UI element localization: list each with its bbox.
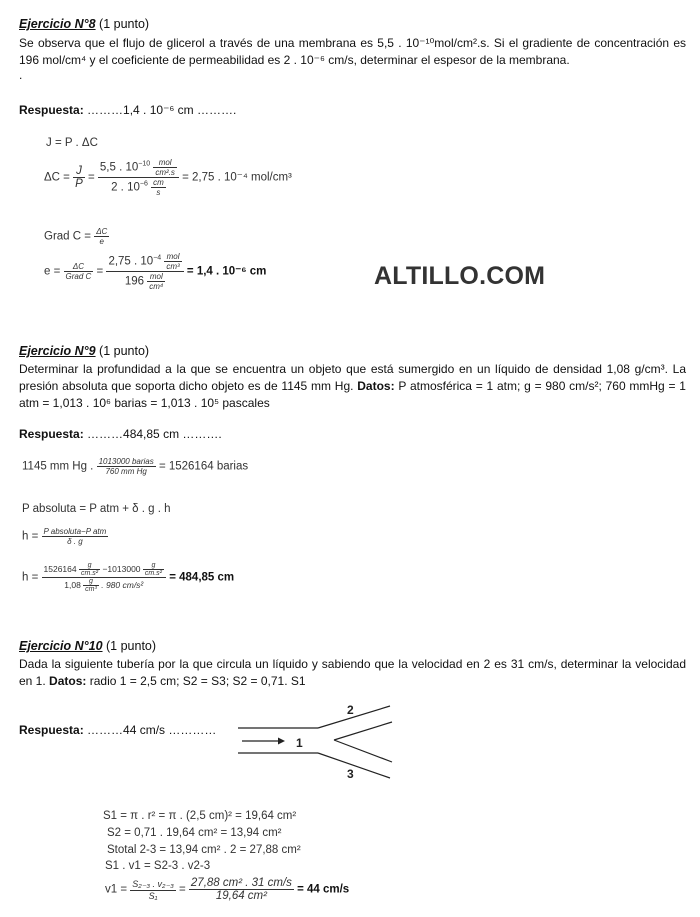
num-unit xyxy=(164,252,181,271)
formula-flux: J = P . ΔC xyxy=(46,137,98,149)
exercise-8-statement: Se observa que el flujo de glicerol a través de una membrana es 5,5 . 10⁻¹⁰mol/cm².s. Si el gradiente de concentración es 196 mol/cm⁴ y el coeficiente de permeabilidad es 2 . 10⁻⁶ cm/s, determinar el espesor de la membrana. xyxy=(19,36,686,67)
pipe-label-2: 2 xyxy=(347,703,354,717)
frac-den: Grad C xyxy=(65,272,92,281)
unit-bot: cm³ xyxy=(85,586,97,593)
num-b: −1013000 xyxy=(102,563,141,574)
e-numerator xyxy=(106,252,183,271)
num-coef: 5,5 . 10 xyxy=(99,161,139,174)
grad-lhs: Grad C = xyxy=(44,230,91,243)
unit-bot: cm⁴ xyxy=(149,282,164,291)
statement-a: Dada la siguiente tubería por la que circula un líquido y sabiendo que la velocidad en 2 es 31 cm/s, determinar la velocidad en 1. xyxy=(19,657,686,688)
answer-value: ………1,4 . 10⁻⁶ cm ………. xyxy=(87,103,237,117)
num-coef: 2,75 . 10 xyxy=(108,255,154,268)
branch-2-outer xyxy=(318,706,390,728)
statement-b: radio 1 = 2,5 cm; S2 = S3; S2 = 0,71. S1 xyxy=(89,673,306,688)
unit-bot: cm³ xyxy=(166,262,180,271)
frac-num: 1013000 barias xyxy=(98,457,154,466)
frac-num: P absoluta−P atm xyxy=(43,527,107,536)
frac-den: e xyxy=(94,236,109,246)
conv-lhs: 1145 mm Hg . xyxy=(22,460,94,473)
den-exp: −6 xyxy=(139,180,148,188)
v1-result: = 44 cm/s xyxy=(297,883,350,896)
e-lhs: e = xyxy=(44,265,61,278)
unit-a xyxy=(79,562,100,577)
pipe-diagram xyxy=(230,700,400,785)
exercise-8-heading: Ejercicio N°8 xyxy=(19,17,96,31)
num-exp: −4 xyxy=(153,254,162,262)
e-numeric-fraction xyxy=(106,252,183,291)
h2-fraction xyxy=(42,562,167,593)
frac-den: S₁ xyxy=(130,890,176,901)
delta-c-fraction xyxy=(98,158,179,197)
answer-label: Respuesta: xyxy=(19,427,84,441)
delta-c-result: = 2,75 . 10⁻⁴ mol/cm³ xyxy=(182,171,292,184)
e-result: = 1,4 . 10⁻⁶ cm xyxy=(186,265,267,278)
frac-den: P xyxy=(75,178,83,190)
formula-grad-c xyxy=(44,227,109,246)
unit-top: mol xyxy=(158,158,172,167)
branch-2-inner xyxy=(334,722,392,740)
frac-den: δ . g xyxy=(42,536,109,546)
unit-bot: cm.s² xyxy=(80,570,99,577)
h-fraction xyxy=(42,527,109,546)
h2-lhs: h = xyxy=(22,571,39,584)
delta-c-numerator xyxy=(98,158,179,177)
j-over-p xyxy=(73,165,85,190)
statement-a: Determinar la profundidad a la que se encuentra un objeto que está sumergido en un líquido de densidad 1,08 g/cm³. La presión absoluta que soporta dicho objeto es de 1145 mm Hg. xyxy=(19,362,686,393)
formula-delta-c: ΔC = $\frac{J}{P}$ = 5,5 . $10^{-10}$ $\frac{\text{mol}}{\text{cm².s}}$ 2 . $10^{-6}$ $\frac{cm}{s}$ = 2,75 . 10⁻⁴ mol/cm³ xyxy=(44,158,292,197)
answer-label: Respuesta: xyxy=(19,723,84,737)
exercise-9-answer xyxy=(19,427,222,441)
frac-num: ΔC xyxy=(72,262,84,271)
answer-value: ………484,85 cm ………. xyxy=(87,427,222,441)
formula-v1: v1 = $\frac{\text{S₂₋₃ . v₂₋₃}}{\text{S₁}}$ = $\frac{\text{27,88 cm² . 31 cm/s}}{\text{19,64 cm²}}$ = 44 cm/s xyxy=(105,877,350,902)
num-a: 1526164 xyxy=(43,563,77,574)
v1-numeric-fraction xyxy=(189,877,294,902)
formula-h-symbolic xyxy=(22,527,108,546)
h-lhs: h = xyxy=(22,530,39,543)
unit-top: mol xyxy=(166,252,180,261)
answer-value: ………44 cm/s ………… xyxy=(87,723,217,737)
unit-top: g xyxy=(87,562,92,569)
num-exp: −10 xyxy=(138,160,151,168)
grad-fraction xyxy=(94,227,109,246)
e-denominator xyxy=(106,271,183,291)
h2-denominator xyxy=(42,577,167,593)
branch-3-inner xyxy=(334,740,392,762)
unit-bot: cm².s xyxy=(155,168,175,177)
statement-b: P atmosférica = 1 atm; g = 980 cm/s²; 760 mmHg = 1 atm = 1,013 . 10⁶ barias = 1,013 . 10⁵ pascales xyxy=(19,378,686,410)
den-unit xyxy=(83,578,99,593)
exercise-9-points: (1 punto) xyxy=(99,344,150,358)
formula-s1: S1 = π . r² = π . (2,5 cm)² = 19,64 cm² xyxy=(103,810,297,822)
stray-dot: . xyxy=(19,68,23,82)
pipe-label-1: 1 xyxy=(296,736,303,750)
exercise-8-points: (1 punto) xyxy=(99,17,150,31)
unit-bot: s xyxy=(151,187,166,197)
flow-arrow-head xyxy=(278,738,285,745)
den-b: . 980 cm/s² xyxy=(101,579,144,590)
conv-fraction xyxy=(97,457,156,476)
datos-label: Datos: xyxy=(49,673,87,688)
formula-s2: S2 = 0,71 . 19,64 cm² = 13,94 cm² xyxy=(107,827,282,839)
conv-result: = 1526164 barias xyxy=(158,460,249,473)
frac-num: S₂₋₃ . v₂₋₃ xyxy=(132,878,174,889)
unit-top: g xyxy=(151,562,156,569)
exercise-9-statement xyxy=(19,361,686,411)
datos-label: Datos: xyxy=(357,378,395,393)
unit-bot: cm.s² xyxy=(144,570,163,577)
frac-den: 19,64 cm² xyxy=(189,889,294,902)
formula-absolute-pressure: P absoluta = P atm + δ . g . h xyxy=(22,503,171,515)
exercise-9-heading: Ejercicio N°9 xyxy=(19,344,96,358)
den-a: 1,08 xyxy=(64,579,81,590)
delta-c-denominator xyxy=(98,177,179,197)
unit-top: cm xyxy=(153,178,164,187)
exercise-10-title xyxy=(19,639,156,653)
v1-symbolic-fraction xyxy=(130,879,176,901)
exercise-8-answer xyxy=(19,103,236,117)
frac-num: ΔC xyxy=(96,227,108,236)
exercise-10-statement xyxy=(19,656,686,690)
exercise-9-title xyxy=(19,344,149,358)
unit-top: g xyxy=(89,578,93,585)
watermark-logo: ALTILLO.COM xyxy=(374,262,546,290)
formula-h-numeric xyxy=(22,562,234,593)
unit-top: mol xyxy=(149,272,163,281)
h2-result: = 484,85 cm xyxy=(169,571,235,584)
pipe-label-3: 3 xyxy=(347,767,354,781)
exercise-10-points: (1 punto) xyxy=(106,639,157,653)
formula-stotal: Stotal 2-3 = 13,94 cm² . 2 = 27,88 cm² xyxy=(107,844,301,856)
formula-pressure-conversion xyxy=(22,457,248,476)
den-coef: 196 xyxy=(124,275,144,288)
unit-b xyxy=(143,562,164,577)
e-symbolic-fraction xyxy=(64,262,94,281)
frac-num: 27,88 cm² . 31 cm/s xyxy=(190,877,292,889)
h2-numerator xyxy=(42,562,167,577)
den-unit xyxy=(151,178,166,197)
delta-c-lhs: ΔC = xyxy=(44,171,70,184)
answer-label: Respuesta: xyxy=(19,103,84,117)
exercise-10-heading: Ejercicio N°10 xyxy=(19,639,103,653)
den-coef: 2 . 10 xyxy=(111,181,140,194)
frac-num: J xyxy=(76,165,82,177)
den-unit xyxy=(147,272,165,291)
exercise-8-title xyxy=(19,17,149,31)
formula-thickness: e = $\frac{\Delta C}{\text{Grad C}}$ = 2,75 . $10^{-4}$ $\frac{\text{mol}}{\text{cm³}}$ 196 $\frac{\text{mol}}{\text{cm⁴}}$ = 1,4 . 10⁻⁶ cm xyxy=(44,252,267,291)
v1-lhs: v1 = xyxy=(105,883,128,896)
formula-continuity: S1 . v1 = S2-3 . v2-3 xyxy=(105,860,211,872)
frac-den: 760 mm Hg xyxy=(97,466,156,476)
exercise-10-answer xyxy=(19,723,216,737)
num-unit xyxy=(153,158,177,177)
